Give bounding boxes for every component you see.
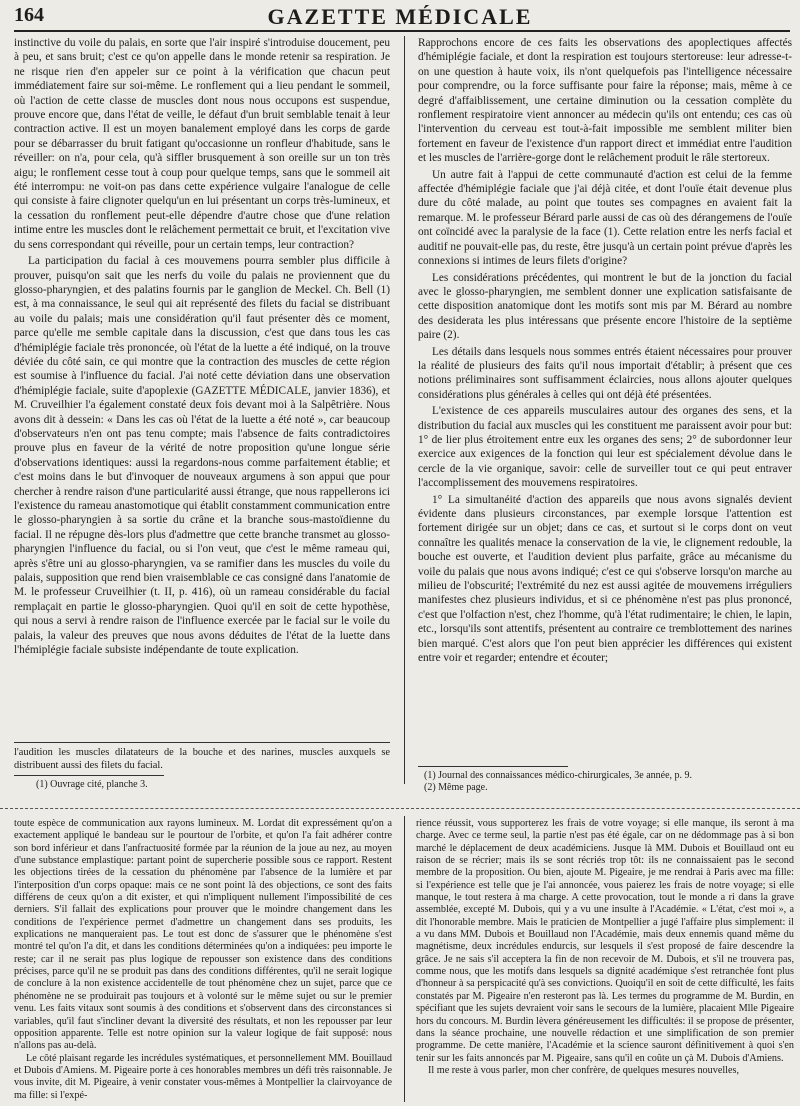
paragraph: Les considérations précédentes, qui montrent le but de la jonction du facial avec le glosso-pharyngien, me semblent donner une explication satisfaisante de cette disposition anatomique dont les motifs sont mis par M. Bérard au nombre des desiderata les plus intéressans que présente encore l'histoire de la septième paire (2). bbox=[418, 271, 792, 342]
right-footnotes bbox=[424, 770, 692, 794]
paragraph: instinctive du voile du palais, en sorte que l'air inspiré s'introduise doucement, peu à peu, et sans bruit; c'est ce qu'on appelle dans le monde retenir sa respiration. Je ne risque rien d'en appeler sur ce point à la vérification que chacun peut immédiatement faire sur soi-même. Le ronflement qui a lieu pendant le sommeil, où l'action de cette classe de muscles dont nous nous occupons est suspendue, prouve encore que, dans l'état de veille, le défaut d'un bruit semblable tenait à leur contraction active. Il est un moyen banalement employé dans les corps de garde pour se débarrasser du bruit fatigant qu'occasionne un ronfleur d'habitude, sans le réveiller: on n'a, pour cela, qu'à siffler brusquement à son oreille sur un ton très aigu; le ronflement cesse tout à coup pour quelque temps, sans que le sommeil ait été interrompu: ne voit-on pas dans cette expérience vulgaire l'analogue de celle qui consiste à faire clignoter quelqu'un en lui présentant un corps très-lumineux, et la cessation du ronflement peut-elle dépendre d'autre chose que d'une relation intime entre les muscles dont le relâchement permettait ce bruit, et l'excitation vive du sens correspondant qui réveille, pour un certain temps, leur contraction? bbox=[14, 37, 390, 251]
end-note-text: l'audition les muscles dilatateurs de la bouche et des narines, muscles auxquels se distribuent aussi des filets du facial. bbox=[14, 747, 390, 771]
left-column bbox=[14, 36, 390, 736]
paragraph: 1° La simultanéité d'action des appareils que nous avons signalés devient évidente dans plusieurs circonstances, par exemple lorsque l'attention est fortement dirigée sur un objet; dans ce cas, et surtout si le corps dont on veut connaître les qualités menace la conservation de la vie, le clignement redouble, la bouche est ouverte, et l'audition devient plus parfaite, grâce au mécanisme du voile du palais que nous avons indiqué; c'est ce qui s'observe lorsqu'on marche au milieu de l'obscurité; l'extrémité du nez est aussi agitée de mouvemens irréguliers manifestes chez plusieurs individus, et si ce phénomène n'est pas plus prononcé, c'est que l'olfaction n'est, chez l'homme, qu'à l'état rudimentaire; le chien, le lapin, etc., lorsqu'ils sont attentifs, présentent au contraire ce tremblottement des narines bien marqué. C'est alors que l'on peut bien apprécier les différences qui existent entre voir et regarder; entendre et écouter; bbox=[418, 493, 792, 665]
feuilleton-separator bbox=[0, 808, 800, 809]
footnote: (2) Même page. bbox=[424, 782, 488, 793]
paragraph: Rapprochons encore de ces faits les observations des apoplectiques affectés d'hémiplégie faciale, et dont la respiration est toujours stertoreuse: leur adresse-t-on une question à haute voix, ils n'ont quelquefois pas l'intelligence nécessaire pour comprendre, ou la force suffisante pour faire la réponse; mais, même à ce degré d'affaiblissement, une certaine diminution ou la cessation complète du ronflement respiratoire vient annoncer au médecin qu'ils ont entendu; ces cas où l'intervention du cerveau est tout-à-fait impossible me semblent militer bien fortement en faveur de l'existence d'un rapport direct et immédiat entre l'audition et les muscles de l'arrière-gorge dont le relâchement produit le râle stertoreux. bbox=[418, 37, 792, 165]
paragraph: toute espèce de communication aux rayons lumineux. M. Lordat dit expressément qu'on a exactement appliqué le bandeau sur le pourtour de l'orbite, et qu'on l'a fait adhérer contre son bord inférieur et dans l'anfractuosité formée par la réunion de la joue au nez, au moyen d'une substance emplastique: partant point de supercherie possible sous ce rapport. Restent les objections tirées de la cessation du phénomène par l'absence de la lumière et par l'interposition d'un corps opaque: mais ce ne sont point là des objections, ce sont des faits différens de ceux qu'on a dit exister, et qui n'impliquent nullement l'impossibilité de ces derniers. S'il fallait des explications pour prouver que le moindre changement dans les conditions de l'expérience permet d'admettre un changement dans ses produits, les explications ne manqueraient pas. Le tout est donc de s'assurer que le phénomène s'est montré tel qu'on l'a dit, et dans les conditions déterminées qu'on a indiquées: peu importe le reste; car il ne serait pas plus logique de repousser son existence dans des conditions précises, parce qu'il ne se produit pas dans des conditions différentes, qu'il ne serait logique de conclure à la non existence accidentelle de tout phénomène chez un sujet, parce que ce phénomène ne se produirait pas toujours et à volonté sur le même sujet ou sur le premier venu. Les faits vitaux sont soumis à des conditions et s'observent dans des circonstances si variables, qu'il faut s'incliner devant la diversité des résultats, et non les repousser par leur opposition apparente. Telle est notre opinion sur la valeur logique de fait supposé: nous n'allons pas au-delà. bbox=[14, 818, 392, 1052]
paragraph: Un autre fait à l'appui de cette communauté d'action est celui de la femme affectée d'hémiplégie faciale que j'ai déjà citée, et dont l'ouïe était devenue plus dure du côté malade, au point que toutes ses compagnes en avaient fait la remarque. M. le professeur Bérard parle aussi de cas où des dérangemens de l'ouïe ont coïncidé avec la paralysie de la face (1). Cette relation entre les nerfs facial et auditif ne pouvait-elle pas, du reste, être jusqu'à un certain point prévue d'après les connexions si intimes de leurs filets d'origine? bbox=[418, 168, 792, 268]
right-column bbox=[418, 36, 792, 764]
paragraph: Il me reste à vous parler, mon cher confrère, de quelques mesures nouvelles, bbox=[428, 1064, 740, 1076]
page-number: 164 bbox=[14, 4, 44, 26]
journal-title: GAZETTE MÉDICALE bbox=[267, 4, 533, 29]
footnote: (1) Journal des connaissances médico-chirurgicales, 3e année, p. 9. bbox=[424, 770, 693, 781]
paragraph: La participation du facial à ces mouvemens pourra sembler plus difficile à prouver, puisqu'on sait que les nerfs du voile du palais ne proviennent que du glosso-pharyngien, et des palatins fournis par le ganglion de Meckel. Ch. Bell (1) est, à ma connaissance, le seul qui ait représenté des filets du facial se distribuant au voile du palais; mais une considération qu'il faut présenter dès ce moment, parce qu'elle me semble capitale dans la discussion, c'est que dans tous les cas d'hémiplégie faciale très prononcée, où l'état de la luette a été indiqué, on la trouve déviée du côté sain, ce qui montre que la contraction des muscles de cette région est soumise à l'influence du facial. J'ai noté cette déviation dans une observation d'hémiplégie faciale, suite d'apoplexie (GAZETTE MÉDICALE, janvier 1836), et M. Cruveilhier l'a également constaté deux fois devant moi à la Salpêtrière. Nous avons dit à dessein: « Dans les cas où l'état de la luette a été noté », car beaucoup d'observateurs n'en ont pas tenu compte; mais l'absence de faits contradictoires prouve plus en faveur de la vérité de notre proposition qu'une longue série d'observations identiques: aussi la regardons-nous comme parfaitement établie; et c'est moins dans le but d'invoquer de nouveaux argumens à son appui que pour chercher à rendre raison d'une particularité aussi étrange, que nous rappellerons ici l'existence du rameau anastomotique qui établit constamment communication entre le glosso-pharyngien à sa sortie du crâne et la branche sous-mastoïdienne du facial. Il ne répugne dès-lors plus d'admettre que cette branche transmet au glosso-pharyngien l'influence du facial, ou si l'on veut, que c'est le même rameau qui, après s'être uni au glosso-pharyngien, va se ramifier dans les muscles du voile du palais, supposition que rend bien vraisemblable ce cas consigné dans l'anatomie de M. le professeur Cruveilhier (t. II, p. 416), où un rameau considérable du facial remplaçait en partie le glosso-pharyngien. Quoi qu'il en soit de cette hypothèse, qui nous a servi à rendre raison de l'influence exercée par le facial sur le voile du palais, la valeur des preuves que nous avons déduites de l'état de la luette dans l'hémiplégie faciale subsiste indépendante de toute explication. bbox=[14, 255, 390, 657]
paragraph: Le côté plaisant regarde les incrédules systématiques, et personnellement MM. Bouillaud et Dubois d'Amiens. M. Pigeaire porte à ces honorables membres un défi très raisonnable. Je vous invite, dit M. Pigeaire, à venir constater vous-mêmes à Montpellier la clairvoyance de ma fille: si l'expé- bbox=[14, 1052, 392, 1101]
footnote-rule bbox=[418, 766, 568, 767]
feuilleton-left-column bbox=[14, 818, 392, 1102]
paragraph: L'existence de ces appareils musculaires autour des organes des sens, et la distribution du facial aux muscles qui les constituent me paraissent avoir pour but: 1° de lier plus étroitement entre eux les organes des sens; 2° de subordonner leur exercice aux exigences de la fonction qui leur est spécialement dévolue dans le cercle de la vie organique, savoir: celle de surveiller tout ce qui peut entraver l'accomplissement des mouvemens respiratoires. bbox=[418, 405, 792, 490]
footnote: (1) Ouvrage cité, planche 3. bbox=[36, 779, 148, 790]
paragraph: rience réussit, vous supporterez les frais de votre voyage; si elle manque, ils seront à ma charge. Avec ce terme seul, la partie n'est pas été égale, car on ne dédommage pas à si bon marché le déplacement de deux académiciens. Jusque là MM. Dubois et Bouillaud ont eu raison de se récrier; mais ils se sont récriés trop tôt: ils ne connaissaient pas le second membre de la proposition. Ou bien, ajoute M. Pigeaire, je me rendrai à Paris avec ma fille: si l'expérience est telle que je l'ai annoncée, vous paierez les frais de notre voyage; si elle manque, le tout restera à ma charge. A cette provocation, tout le monde a ri dans la grave assemblée, excepté M. Dubois, qui y a vu une insulte à l'Académie. « L'état, c'est moi », a dit l'honorable membre. Mais le praticien de Montpellier a jugé l'affaire plus simplement: il a vu dans MM. Dubois et Bouillaud non l'Académie, mais deux ennemis quand même du magnétisme, deux incrédules endurcis, sur lesquels il s'est proposé de faire descendre la grâce. Je ne sais s'il acceptera la fin de non recevoir de M. Dubois, et s'il ne trouvera pas, comme nous, que les motifs dans lesquels sa dignité académique s'est retranchée font plus d'honneur à sa perspicacité qu'à ses convictions. Quoiqu'il en soit de cette difficulté, les faits constatés par M. Pigeaire n'en resteront pas là. Les termes du programme de M. Burdin, en spécifiant que les sujets devraient voir sans le secours de la lumière, placaient Mlle Pigeaire hors du concours. M. Burdin lèvera généreusement les difficultés: il se propose de présenter, dans la séance prochaine, une nouvelle rédaction et une simplification de son premier programme. De cette manière, l'Académie et la science sauront définitivement à quoi s'en tenir sur les faits annoncés par M. Pigeaire, sans qu'il en coûte un çà M. Dubois d'Amiens. bbox=[416, 818, 794, 1064]
column-divider bbox=[404, 36, 405, 784]
left-footnotes bbox=[36, 779, 148, 791]
footnote-rule bbox=[14, 775, 164, 776]
feuilleton-column-divider bbox=[404, 816, 405, 1102]
feuilleton-right-column bbox=[416, 818, 794, 1102]
paragraph: Les détails dans lesquels nous sommes entrés étaient nécessaires pour prouver la réalité de plusieurs des faits qu'il nous importait d'établir; à présent que ces notions préliminaires sont suffisamment éclaircies, nous allons ajouter quelques considérations plus générales à celles qui ont déjà été présentées. bbox=[418, 345, 792, 401]
page-header bbox=[0, 4, 800, 30]
left-end-note bbox=[14, 746, 390, 772]
header-rule bbox=[14, 30, 790, 32]
left-end-rule bbox=[14, 742, 390, 743]
